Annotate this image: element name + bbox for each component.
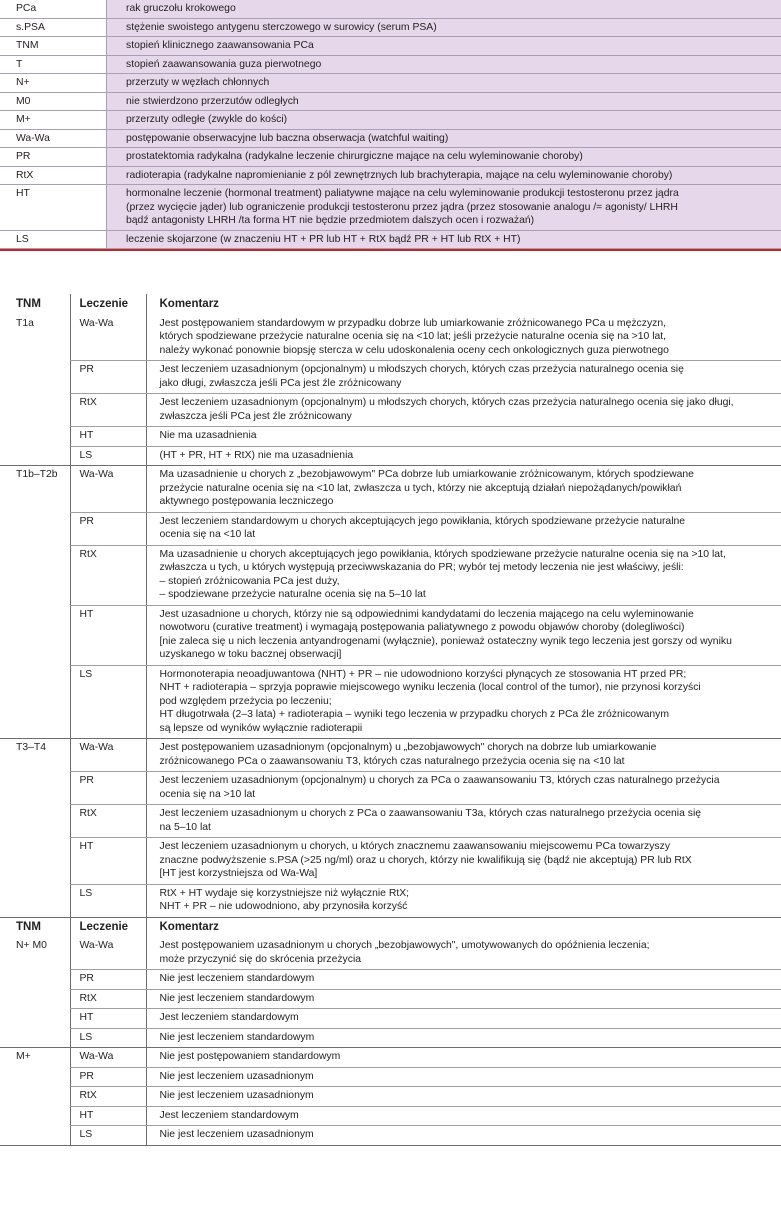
comment-cell [146,805,781,838]
abbreviation-definition: przerzuty w węzłach chłonnych [107,74,781,92]
abbreviation-key: M0 [0,93,107,111]
abbreviation-key: RtX [0,167,107,185]
treatment-cell: LS [70,884,146,917]
abbreviation-row [0,167,781,186]
header-comment: Komentarz [146,294,781,315]
abbreviation-key: HT [0,185,107,230]
comment-line: Jest leczeniem standardowym u chorych akceptujących jego powikłania, których spodziewane przeżycie naturalne [159,515,686,527]
comment-line: zróżnicowanego PCa o zaawansowaniu T3, których czas naturalnego przeżycia ocenia się na <10 lat [159,755,625,767]
comment-cell [146,970,781,990]
comment-line: Jest leczeniem standardowym [159,1012,299,1023]
treatment-cell: RtX [70,805,146,838]
comment-line: Jest leczeniem uzasadnionym (opcjonalnym) u chorych za PCa o zaawansowaniu T3, których czas naturalnego przeżycia [159,775,720,786]
comment-line: Jest leczeniem uzasadnionym u chorych, u których znacznemu zaawansowaniu miejscowemu PCa towarzyszy [159,841,671,852]
comment-cell [146,512,781,545]
comment-line: Nie jest leczeniem uzasadnionym [159,1070,314,1082]
header-comment: Komentarz [146,917,781,937]
abbreviation-row [0,148,781,167]
comment-cell [146,605,781,665]
comment-line: – stopień zróżnicowania PCa jest duży, [159,575,340,587]
table-row [0,937,781,970]
comment-line: Jest postępowaniem uzasadnionym u chorych „bezobjawowych", umotywowanych do opóźnienia leczenia; [159,940,650,951]
comment-line: Jest leczeniem uzasadnionym (opcjonalnym) u młodszych chorych, których czas przeżycia naturalnego ocenia się [159,364,684,375]
comment-cell [146,1048,781,1068]
comment-cell [146,545,781,605]
treatment-cell: HT [70,1009,146,1029]
table-row [0,446,781,466]
table-row [0,361,781,394]
treatment-cell: PR [70,970,146,990]
header-treatment: Leczenie [70,294,146,315]
comment-cell [146,1087,781,1107]
abbreviation-row [0,74,781,93]
comment-cell [146,315,781,361]
treatment-cell: PR [70,772,146,805]
table-row [0,1028,781,1048]
treatment-cell: LS [70,446,146,466]
treatment-cell: RtX [70,545,146,605]
comment-line: HT długotrwała (2–3 lata) + radioterapia – wyniki tego leczenia w przypadku chorych z PCa źle zróżnicowanym [159,709,669,720]
abbreviation-definition: postępowanie obserwacyjne lub baczna obserwacja (watchful waiting) [107,130,781,148]
comment-line: Nie jest leczeniem uzasadnionym [159,1129,314,1140]
definition-line: hormonalne leczenie (hormonal treatment) paliatywne mające na celu wyleminowanie produkcji testosteronu przez jądra [126,188,679,199]
table-row [0,970,781,990]
comment-cell [146,446,781,466]
comment-line: Ma uzasadnienie u chorych akceptujących jego powikłania, których spodziewane przeżycie naturalne ocenia się na >10 lat, [159,548,726,560]
comment-cell [146,838,781,885]
treatment-cell: PR [70,361,146,394]
comment-line: zwłaszcza jeśli PCa jest źle zróżnicowany [159,410,352,422]
comment-line: [nie zaleca się u nich leczenia antyandrogenami (wyłącznie), ponieważ ostateczny wynik tego leczenia jest gorszy od wyniku [159,635,732,647]
comment-line: Ma uzasadnienie u chorych z „bezobjawowym" PCa dobrze lub umiarkowanie zróżnicowanym, których spodziewane [159,469,694,480]
header-tnm: TNM [16,920,41,933]
comment-line: [HT jest korzystniejsza od Wa-Wa] [159,868,318,879]
comment-line: ocenia się na <10 lat [159,529,256,540]
comment-cell [146,394,781,427]
comment-line: przeżycie naturalne ocenia się na <10 lat, zwłaszcza u tych, którzy nie akceptują działań niepożądanych/powikłań [159,482,682,494]
comment-cell [146,1126,781,1146]
comment-line: są lepsze od wyników wyłącznie radioterapii [159,722,363,734]
comment-cell [146,989,781,1009]
table-row [0,1009,781,1029]
comment-line: może przyczynić się do skrócenia przeżycia [159,953,362,965]
treatment-cell: PR [70,1067,146,1087]
tnm-stage-cell: T1a [0,315,70,466]
abbreviation-row [0,231,781,250]
comment-cell [146,361,781,394]
header-tnm: TNM [16,298,41,310]
tnm-stage-cell: N+ M0 [0,937,70,1048]
comment-line: RtX + HT wydaje się korzystniejsze niż wyłącznie RtX; [159,887,410,899]
comment-line: znaczne podwyższenie s.PSA (>25 ng/ml) oraz u chorych, którzy nie kwalifikują się (bądź nie akceptują) PR lub RtX [159,854,692,866]
comment-line: Hormonoterapia neoadjuwantowa (NHT) + PR – nie udowodniono korzyści płynących ze stosowania HT przed PR; [159,668,687,680]
table-row [0,1106,781,1126]
comment-line: ocenia się na >10 lat [159,788,256,800]
comment-cell [146,466,781,513]
table-row [0,838,781,885]
comment-cell [146,1028,781,1048]
comment-cell [146,1067,781,1087]
table-row [0,315,781,361]
abbreviation-key: s.PSA [0,19,107,37]
abbreviation-definition: rak gruczołu krokowego [107,0,781,18]
tnm-stage-cell: T3–T4 [0,739,70,918]
comment-line: których spodziewane przeżycie naturalne ocenia się na <10 lat; jeśli przeżycie naturalne ocenia się na >10 lat, [159,331,667,342]
abbreviation-row [0,19,781,38]
treatment-cell: Wa-Wa [70,739,146,772]
abbreviation-key: PCa [0,0,107,18]
abbreviation-definition: leczenie skojarzone (w znaczeniu HT + PR lub HT + RtX bądź PR + HT lub RtX + HT) [107,231,781,249]
abbreviation-key: N+ [0,74,107,92]
table-row [0,1048,781,1068]
comment-line: Jest postępowaniem standardowym w przypadku dobrze lub umiarkowanie zróżnicowanego PCa u mężczyzn, [159,317,667,329]
abbreviation-row [0,0,781,19]
treatment-cell: RtX [70,394,146,427]
treatment-cell: HT [70,1106,146,1126]
table-row [0,772,781,805]
table-row [0,1087,781,1107]
abbreviation-definition: stopień zaawansowania guza pierwotnego [107,56,781,74]
treatment-cell: LS [70,665,146,739]
table-row [0,989,781,1009]
comment-line: jako długi, zwłaszcza jeśli PCa jest źle zróżnicowany [159,377,402,389]
definition-line: bądź antagonisty LHRH /ta forma HT nie będzie przedmiotem dalszych ocen i rozważań) [126,215,535,226]
treatment-cell: HT [70,427,146,447]
comment-cell [146,665,781,739]
table-row [0,665,781,739]
table-row [0,605,781,665]
table-row [0,1067,781,1087]
tnm-stage-cell: M+ [0,1048,70,1146]
comment-line: (HT + PR, HT + RtX) nie ma uzasadnienia [159,449,354,461]
abbreviation-definition: radioterapia (radykalne napromienianie z pól zewnętrznych lub brachyterapia, mające na celu wyleminowanie choroby) [107,167,781,185]
abbreviations-table [0,0,781,251]
abbreviation-row [0,185,781,231]
abbreviation-key: T [0,56,107,74]
comment-line: pod względem przeżycia po leczeniu; [159,695,332,707]
abbreviation-key: LS [0,231,107,249]
tnm-stage-cell: T1b–T2b [0,466,70,739]
comment-line: Jest postępowaniem uzasadnionym (opcjonalnym) u „bezobjawowych" chorych na dobrze lub umiarkowanie [159,742,657,753]
comment-cell [146,937,781,970]
table-row [0,884,781,917]
comment-line: Jest leczeniem uzasadnionym u chorych z PCa o zaawansowaniu T3a, których czas naturalnego przeżycia ocenia się [159,808,702,819]
abbreviation-row [0,130,781,149]
comment-line: na 5–10 lat [159,821,211,833]
abbreviation-definition: stężenie swoistego antygenu sterczowego w surowicy (serum PSA) [107,19,781,37]
comment-cell [146,772,781,805]
treatment-cell: PR [70,512,146,545]
abbreviation-row [0,37,781,56]
treatment-cell: Wa-Wa [70,937,146,970]
abbreviation-key: Wa-Wa [0,130,107,148]
comment-line: Nie ma uzasadnienia [159,430,257,441]
comment-cell [146,884,781,917]
abbreviation-definition: stopień klinicznego zaawansowania PCa [107,37,781,55]
treatment-table [0,294,781,1146]
abbreviation-row [0,111,781,130]
comment-line: Nie jest leczeniem standardowym [159,973,315,984]
table-row [0,427,781,447]
treatment-cell: RtX [70,1087,146,1107]
comment-line: uzyskanego w toku bacznej obserwacji] [159,649,342,660]
table-row [0,739,781,772]
abbreviation-row [0,93,781,112]
comment-line: Jest leczeniem standardowym [159,1109,299,1121]
abbreviation-definition: przerzuty odległe (zwykle do kości) [107,111,781,129]
header-treatment: Leczenie [70,917,146,937]
comment-line: nowotworu (curative treatment) i wymagają postępowania paliatywnego z powodu objawów choroby (dolegliwości) [159,622,685,633]
abbreviation-definition: prostatektomia radykalna (radykalne leczenie chirurgiczne mające na celu wyleminowanie choroby) [107,148,781,166]
table-header-row [0,294,781,315]
comment-line: NHT + radioterapia – sprzyja poprawie miejscowego wyniku leczenia (local control of the tumor), nie przynosi korzyści [159,682,701,693]
abbreviation-definition [107,185,781,230]
comment-line: Nie jest postępowaniem standardowym [159,1051,341,1062]
definition-line: (przez wycięcie jąder) lub ograniczenie produkcji testosteronu przez jądra (przez stosowanie analogu /= agonisty/ LHRH [126,201,678,213]
comment-line: – spodziewane przeżycie naturalne ocenia się na 5–10 lat [159,589,426,600]
treatment-cell: LS [70,1126,146,1146]
comment-line: zwłaszcza u tych, u których występują przeciwwskazania do PR; wybór tej metody leczenia nie jest właściwy, jeśli: [159,562,684,573]
table-row [0,805,781,838]
treatment-cell: HT [70,838,146,885]
comment-cell [146,427,781,447]
treatment-cell: LS [70,1028,146,1048]
treatment-cell: HT [70,605,146,665]
abbreviation-key: PR [0,148,107,166]
comment-cell [146,1009,781,1029]
table-row [0,545,781,605]
comment-line: Jest leczeniem uzasadnionym (opcjonalnym) u młodszych chorych, których czas przeżycia naturalnego ocenia się jako długi, [159,397,734,408]
comment-line: Nie jest leczeniem standardowym [159,1031,315,1043]
treatment-cell: Wa-Wa [70,1048,146,1068]
table-row [0,512,781,545]
abbreviation-row [0,56,781,75]
table-row [0,466,781,513]
table-row [0,394,781,427]
comment-line: Jest uzasadnione u chorych, którzy nie są odpowiednimi kandydatami do leczenia mającego na celu wyleminowanie [159,608,694,620]
table-header-row [0,917,781,937]
comment-cell [146,1106,781,1126]
table-row [0,1126,781,1146]
abbreviation-key: TNM [0,37,107,55]
comment-line: aktywnego postępowania leczniczego [159,496,334,507]
comment-line: NHT + PR – nie udowodniono, aby przynosiła korzyść [159,901,408,912]
treatment-cell: RtX [70,989,146,1009]
treatment-cell: Wa-Wa [70,315,146,361]
abbreviation-key: M+ [0,111,107,129]
comment-line: Nie jest leczeniem standardowym [159,992,315,1004]
comment-line: Nie jest leczeniem uzasadnionym [159,1090,314,1101]
treatment-cell: Wa-Wa [70,466,146,513]
comment-cell [146,739,781,772]
abbreviation-definition: nie stwierdzono przerzutów odległych [107,93,781,111]
comment-line: należy wykonać ponownie biopsję stercza w celu udoskonalenia oceny cech onkologicznych guza pierwotnego [159,344,669,356]
